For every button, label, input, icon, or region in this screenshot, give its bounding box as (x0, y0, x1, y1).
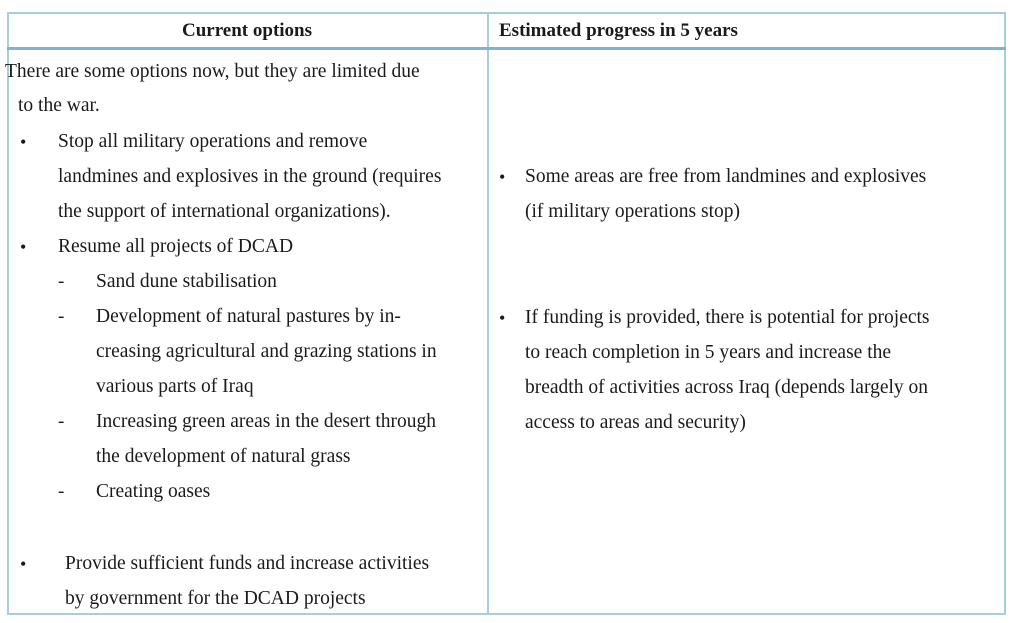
intro-line-2: to the war. (18, 95, 100, 116)
bullet-marker: • (20, 237, 27, 257)
intro-line-1: There are some options now, but they are limited due (5, 61, 420, 82)
sub2-line-3: various parts of Iraq (96, 376, 254, 397)
sub2-line-1: Development of natural pastures by in- (96, 306, 401, 327)
bullet-marker: • (499, 167, 506, 187)
sub4-text: Creating oases (96, 481, 211, 502)
header-estimated-progress: Estimated progress in 5 years (499, 20, 738, 41)
bullet1-line-1: Stop all military operations and remove (58, 131, 368, 152)
right-bullet1-line-1: Some areas are free from landmines and explosives (525, 166, 927, 187)
sub3-line-2: the development of natural grass (96, 446, 351, 467)
right-bullet2-line-1: If funding is provided, there is potential for projects (525, 307, 930, 328)
dash-marker: - (58, 481, 65, 502)
right-bullet2-line-3: breadth of activities across Iraq (depends largely on (525, 377, 929, 398)
bullet3-line-1: Provide sufficient funds and increase activities (65, 553, 430, 574)
header-current-options: Current options (181, 20, 313, 41)
bullet-marker: • (20, 554, 27, 574)
sub3-line-1: Increasing green areas in the desert through (96, 411, 437, 432)
bullet-marker: • (20, 132, 27, 152)
bullet1-line-3: the support of international organizations). (58, 201, 391, 222)
sub1-text: Sand dune stabilisation (96, 271, 277, 292)
bullet-marker: • (499, 308, 506, 328)
column-divider (487, 12, 489, 615)
bullet2-text: Resume all projects of DCAD (58, 236, 294, 257)
right-bullet2-line-4: access to areas and security) (525, 412, 746, 433)
dash-marker: - (58, 271, 65, 292)
dash-marker: - (58, 411, 65, 432)
dash-marker: - (58, 306, 65, 327)
right-bullet1-line-2: (if military operations stop) (525, 201, 740, 222)
sub2-line-2: creasing agricultural and grazing stations in (96, 341, 437, 362)
header-divider (7, 47, 1006, 50)
bullet3-line-2: by government for the DCAD projects (65, 588, 366, 609)
bullet1-line-2: landmines and explosives in the ground (requires (58, 166, 442, 187)
right-bullet2-line-2: to reach completion in 5 years and increase the (525, 342, 892, 363)
